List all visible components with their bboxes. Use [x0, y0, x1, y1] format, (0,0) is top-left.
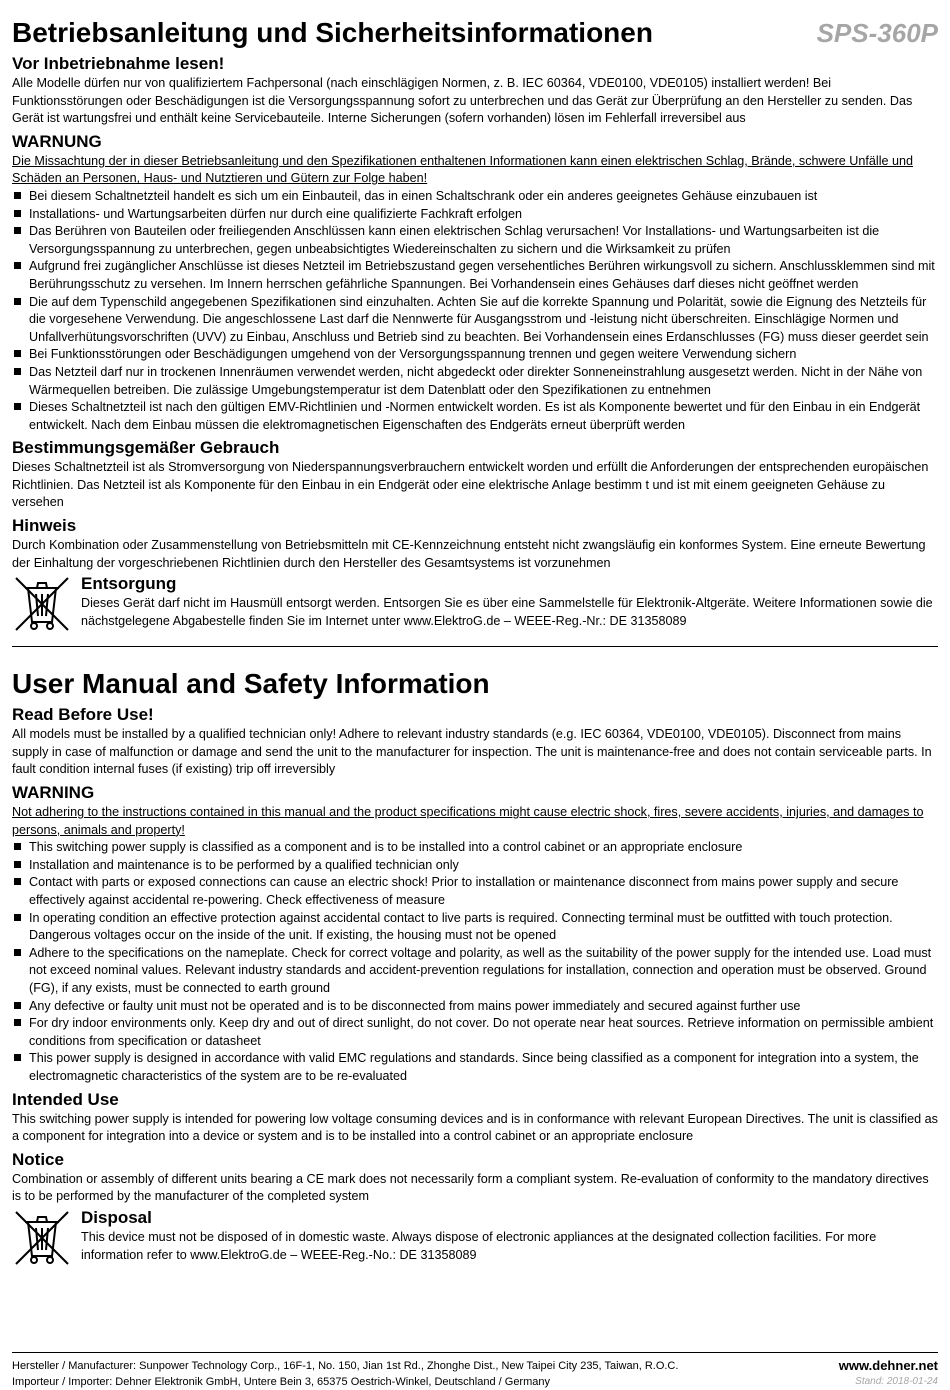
- section-divider: [12, 646, 938, 647]
- en-bullet: Installation and maintenance is to be performed by a qualified technician only: [12, 857, 938, 875]
- de-warning-heading: WARNUNG: [12, 131, 102, 151]
- de-bullet: Installations- und Wartungsarbeiten dürfen nur durch eine qualifizierte Fachkraft erfolgen: [12, 206, 938, 224]
- de-bullet: Das Berühren von Bauteilen oder freiliegenden Anschlüssen kann einen elektrischen Schlag verursachen! Vor Installations- und Wartungsarbeiten ist die Versorgungsspannung zu unterbrechen, gegen unbeabsichtigtes Wiedereinschalten zu sichern und die Wirksamkeit zu prüfen: [12, 223, 938, 258]
- bullet-square-icon: [14, 949, 21, 956]
- de-bullet: Bei diesem Schaltnetzteil handelt es sich um ein Einbauteil, das in einen Schaltschrank oder ein anderes geeignetes Gehäuse einzubauen ist: [12, 188, 938, 206]
- en-notice-text: Combination or assembly of different units bearing a CE mark does not necessarily form a compliant system. Re-evaluation of conformity to the mandatory directives is to be performed by the manufacturer of the completed system: [12, 1171, 929, 1204]
- en-use-heading: Intended Use: [12, 1089, 119, 1109]
- en-warning-heading: WARNING: [12, 783, 95, 803]
- en-disposal-heading: Disposal: [81, 1207, 152, 1227]
- de-bullet-list: [12, 188, 938, 434]
- footer-addresses: [12, 1358, 678, 1390]
- website-link[interactable]: www.dehner.net: [838, 1358, 938, 1373]
- en-read-text: All models must be installed by a qualified technician only! Adhere to relevant industry standards (e.g. IEC 60364, VDE0100, VDE0105). Disconnect from mains supply in case of malfunction or damage and send the unit to the manufacturer for inspection. The unit is maintenance-free and does not contain serviceable parts. In fault condition internal fuses (if existing) trip off irreversibly: [12, 727, 932, 777]
- en-warning-text: Not adhering to the instructions contained in this manual and the product specifications might cause electric shock, fires, severe accidents, injuries, and damages to persons, animals and property!: [12, 805, 924, 837]
- de-read-text: Alle Modelle dürfen nur von qualifiziertem Fachpersonal (nach einschlägigen Normen, z. B. IEC 60364, VDE0100, VDE0105) installiert werden! Bei Funktionsstörungen oder Beschädigungen ist die Versorgungsspannung sofort zu unterbrechen und das Gerät zur Überprüfung an den Hersteller zu senden. Das Gerät ist wartungsfrei und enthält keine Servicebauteile. Interne Sicherungen (sofern vorhanden) lösen im Fehlerfall irreversibel aus: [12, 76, 913, 126]
- bullet-square-icon: [14, 210, 21, 217]
- bullet-square-icon: [14, 403, 21, 410]
- bullet-square-icon: [14, 861, 21, 868]
- bullet-square-icon: [14, 350, 21, 357]
- model-number: SPS-360P: [816, 18, 938, 48]
- bullet-square-icon: [14, 843, 21, 850]
- bullet-square-icon: [14, 298, 21, 305]
- en-bullet: Adhere to the specifications on the nameplate. Check for correct voltage and polarity, as well as the suitability of the power supply for the intended use. Load must not exceed nominal values. Relevant industry standards and accident-prevention regulations for installation, connection and operation must be observed. Ground (FG), if any exists, must be connected to earth ground: [12, 945, 938, 998]
- en-bullet: Contact with parts or exposed connections can cause an electric shock! Prior to installation or maintenance disconnect from mains power supply and secure effectively against accidental re-powering. Check effectiveness of measure: [12, 874, 938, 909]
- en-title: User Manual and Safety Information: [12, 668, 490, 700]
- bullet-square-icon: [14, 1019, 21, 1026]
- de-bullet: Das Netzteil darf nur in trockenen Innenräumen verwendet werden, nicht abgedeckt oder direkter Sonneneinstrahlung ausgesetzt werden. Nicht in der Nähe von Wärmequellen betreiben. Die zulässige Umgebungstemperatur ist dem Datenblatt oder den Spezifikationen zu entnehmen: [12, 364, 938, 399]
- importer-address: Importeur / Importer: Dehner Elektronik GmbH, Untere Bein 3, 65375 Oestrich-Winkel, Deutschland / Germany: [12, 1376, 550, 1388]
- en-disposal-content: [81, 1208, 938, 1264]
- en-bullet: In operating condition an effective protection against accidental contact to live parts is required. Connecting terminal must be outfitted with touch protection. Dangerous voltages occur on the inside of the unit. If existing, the housing must not be opened: [12, 910, 938, 945]
- en-bullet: For dry indoor environments only. Keep dry and out of direct sunlight, do not cover. Do not operate near heat sources. Retrieve information on permissible ambient conditions from specification or datasheet: [12, 1015, 938, 1050]
- de-notice-text: Durch Kombination oder Zusammenstellung von Betriebsmitteln mit CE-Kennzeichnung entsteht nicht zwangsläufig ein konformes System. Eine erneute Bewertung der Einhaltung der vorgeschriebenen Richtlinien durch den Hersteller des Gesamtsystems ist vorzunehmen: [12, 538, 926, 570]
- en-bullet: Any defective or faulty unit must not be operated and is to be disconnected from mains power immediately and secured against further use: [12, 998, 938, 1016]
- de-bullet: Die auf dem Typenschild angegebenen Spezifikationen sind einzuhalten. Achten Sie auf die korrekte Spannung und Polarität, sowie die Eignung des Netzteils für die vorgesehene Verwendung. Die angeschlossene Last darf die Nennwerte für Ausgangsstrom und -leistung nicht überschreiten. Einschlägige Normen und Unfallverhütungsvorschriften (UVV) zu Einbau, Anschluss und Betrieb sind zu beachten. Bei Vorhandensein eines Erdanschlusses (FG) muss dieser geerdet sein: [12, 294, 938, 347]
- bullet-square-icon: [14, 914, 21, 921]
- de-bullet: Bei Funktionsstörungen oder Beschädigungen umgehend von der Versorgungsspannung trennen und gegen weitere Verwendung sichern: [12, 346, 938, 364]
- de-bullet: Aufgrund frei zugänglicher Anschlüsse ist dieses Netzteil im Betriebszustand gegen versehentliches Berühren wirkungsvoll zu sichern. Anschlussklemmen sind mit Berührungsschutz zu versehen. Im Innern herrschen gefährliche Spannungen. Bei Vorhandensein eines Gehäuses darf dieses nicht geöffnet werden: [12, 258, 938, 293]
- en-notice-heading: Notice: [12, 1149, 64, 1169]
- manufacturer-address: Hersteller / Manufacturer: Sunpower Technology Corp., 16F-1, No. 150, Jian 1st Rd., Zhonghe Dist., New Taipei City 235, Taiwan, R.O.C.: [12, 1360, 679, 1372]
- bullet-square-icon: [14, 878, 21, 885]
- de-use-text: Dieses Schaltnetzteil ist als Stromversorgung von Niederspannungsverbrauchern entwickelt worden und erfüllt die Anforderungen der entsprechenden europäischen Richtlinien. Das Netzteil ist als Komponente für den Einbau in ein Endgerät oder eine elektrische Anlage bestimm t und ist mit einem geeigneten Gehäuse zu versehen: [12, 460, 929, 510]
- en-disposal-text: This device must not be disposed of in domestic waste. Always dispose of electronic appliances at the designated collection facilities. For more information refer to www.ElektroG.de – WEEE-Reg.-No.: DE 31358089: [81, 1229, 877, 1262]
- de-disposal-heading: Entsorgung: [81, 574, 177, 594]
- crossed-out-wheelie-bin-icon: [12, 574, 72, 634]
- de-notice-heading: Hinweis: [12, 516, 77, 536]
- de-disposal: [12, 574, 938, 634]
- en-bullet: This power supply is designed in accordance with valid EMC regulations and standards. Since being classified as a component for integration into a system, the electromagnetic characteristics of the system are to be re-evaluated: [12, 1050, 938, 1085]
- de-bullet: Dieses Schaltnetzteil ist nach den gültigen EMV-Richtlinien und -Normen entwickelt worden. Es ist als Komponente bewertet und für den Einbau in ein Endgerät entwickelt. Nach dem Einbau müssen die elektromagnetischen Eigenschaften des Endgeräts erneut überprüft werden: [12, 399, 938, 434]
- revision-date: Stand: 2018-01-24: [855, 1376, 938, 1387]
- crossed-out-wheelie-bin-icon: [12, 1208, 72, 1268]
- footer: [12, 1352, 938, 1390]
- en-bullet: This switching power supply is classified as a component and is to be installed into a control cabinet or an appropriate enclosure: [12, 839, 938, 857]
- de-read-heading: Vor Inbetriebnahme lesen!: [12, 54, 225, 73]
- bullet-square-icon: [14, 1002, 21, 1009]
- de-warning-text: Die Missachtung der in dieser Betriebsanleitung und den Spezifikationen enthaltenen Informationen kann einen elektrischen Schlag, Brände, schwere Unfälle und Schäden an Personen, Haus- und Nutztieren und Gütern zur Folge haben!: [12, 153, 914, 186]
- bullet-square-icon: [14, 192, 21, 199]
- en-bullet-list: [12, 839, 938, 1085]
- bullet-square-icon: [14, 368, 21, 375]
- en-use-text: This switching power supply is intended for powering low voltage consuming devices and is in conformance with relevant European Directives. The unit is classified as a component for integration into a device or system and is to be installed into a control cabinet or an appropriate enclosure: [12, 1111, 938, 1144]
- de-disposal-content: [81, 574, 938, 630]
- footer-right: [839, 1358, 938, 1390]
- bullet-square-icon: [14, 227, 21, 234]
- bullet-square-icon: [14, 1054, 21, 1061]
- title-row: [12, 0, 938, 50]
- en-disposal: [12, 1208, 938, 1268]
- de-disposal-text: Dieses Gerät darf nicht im Hausmüll entsorgt werden. Entsorgen Sie es über eine Sammelstelle für Elektronik-Altgeräte. Weitere Informationen sowie die nächstgelegene Abgabestelle finden Sie im Internet unter www.ElektroG.de – WEEE-Reg.-Nr.: DE 31358089: [81, 596, 933, 628]
- bullet-square-icon: [14, 262, 21, 269]
- de-use-heading: Bestimmungsgemäßer Gebrauch: [12, 438, 280, 458]
- en-read-heading: Read Before Use!: [12, 705, 154, 725]
- de-title: Betriebsanleitung und Sicherheitsinformationen: [12, 17, 653, 48]
